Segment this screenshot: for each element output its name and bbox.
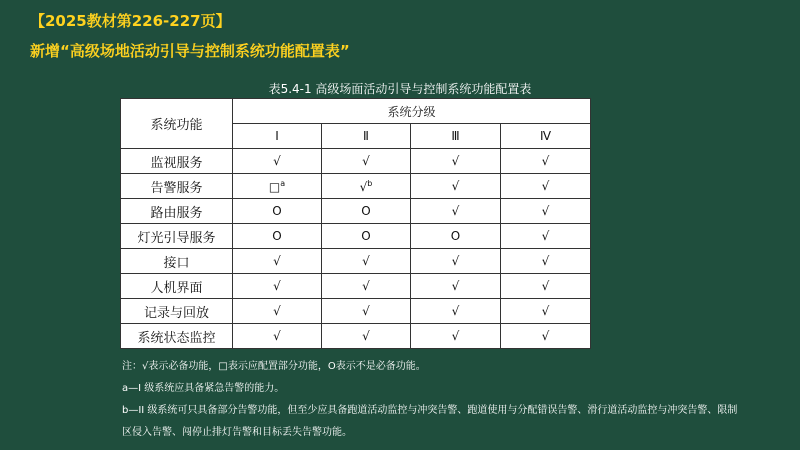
table-row [121, 324, 591, 349]
note-a: a—I 级系统应具备紧急告警的能力。 [122, 383, 285, 394]
level-cell [501, 249, 591, 274]
cell-mark: √ [541, 154, 550, 168]
cell-mark: □ [268, 179, 281, 194]
level-cell [233, 249, 322, 274]
cell-mark: √ [273, 329, 281, 343]
cell-mark: √ [541, 304, 550, 318]
function-name: 路由服务 [121, 199, 233, 224]
cell-footnote-mark: b [367, 178, 373, 188]
table-row [121, 249, 591, 274]
level-cell [322, 324, 411, 349]
level-cell [233, 224, 322, 249]
cell-mark: √ [273, 304, 281, 318]
cell-mark: O [361, 204, 371, 218]
level-cell [233, 299, 322, 324]
level-header-3: Ⅲ [411, 124, 501, 149]
level-cell [233, 149, 322, 174]
cell-mark: O [450, 229, 461, 243]
cell-mark: O [361, 229, 371, 243]
table-row [121, 299, 591, 324]
cell-mark: √ [362, 254, 370, 268]
cell-mark: √ [541, 254, 550, 268]
cell-mark: √ [451, 154, 460, 168]
level-cell [501, 174, 591, 199]
function-name: 告警服务 [121, 174, 233, 199]
function-name: 记录与回放 [121, 299, 233, 324]
function-name: 灯光引导服务 [121, 224, 233, 249]
level-cell [411, 324, 501, 349]
level-header-2: Ⅱ [322, 124, 411, 149]
cell-footnote-mark: a [280, 178, 286, 188]
level-cell [411, 249, 501, 274]
cell-mark: √ [541, 179, 550, 193]
level-header-1: Ⅰ [233, 124, 322, 149]
function-config-table [120, 98, 591, 349]
cell-mark: √ [451, 304, 460, 318]
level-cell [233, 174, 322, 199]
cell-mark: √ [541, 279, 550, 293]
level-cell [501, 299, 591, 324]
level-cell [411, 274, 501, 299]
table-row [121, 274, 591, 299]
level-cell [501, 224, 591, 249]
level-header-4: Ⅳ [501, 124, 591, 149]
cell-mark: √ [273, 254, 281, 268]
cell-mark: √ [451, 179, 460, 193]
level-cell [233, 324, 322, 349]
level-cell [322, 249, 411, 274]
cell-mark: O [272, 204, 282, 218]
cell-mark: O [272, 229, 282, 243]
cell-mark: √ [451, 329, 460, 343]
slide-title: 新增“高级场地活动引导与控制系统功能配置表” [30, 42, 350, 60]
table-row [121, 174, 591, 199]
cell-mark: √ [451, 279, 460, 293]
level-cell [501, 199, 591, 224]
level-cell [322, 224, 411, 249]
level-cell [322, 174, 411, 199]
function-name: 人机界面 [121, 274, 233, 299]
note-b: b—II 级系统可只具备部分告警功能，但至少应具备跑道活动监控与冲突告警、跑道使用与分配错误告警、滑行道活动监控与冲突告警、限制区侵入告警、闯停止排灯告警和目标丢失告警功能。 [122, 405, 738, 438]
cell-mark: √ [362, 279, 370, 293]
function-name: 系统状态监控 [121, 324, 233, 349]
cell-mark: √ [273, 154, 281, 168]
note-legend: 注：√表示必备功能，□表示应配置部分功能，O表示不是必备功能。 [122, 361, 426, 372]
reference-title: 【2025教材第226-227页】 [30, 12, 231, 30]
cell-mark: √ [451, 254, 460, 268]
cell-mark: √ [273, 279, 281, 293]
level-cell [411, 299, 501, 324]
level-cell [501, 324, 591, 349]
level-cell [322, 149, 411, 174]
function-name: 监视服务 [121, 149, 233, 174]
level-cell [411, 224, 501, 249]
level-cell [322, 299, 411, 324]
table-row [121, 224, 591, 249]
level-cell [322, 274, 411, 299]
cell-mark: √ [451, 204, 460, 218]
header-system-level: 系统分级 [233, 99, 591, 124]
cell-mark: √ [362, 329, 370, 343]
cell-mark: √ [541, 329, 550, 343]
level-cell [501, 149, 591, 174]
cell-mark: √ [541, 229, 550, 243]
header-system-function: 系统功能 [121, 99, 233, 149]
table-notes [122, 356, 742, 444]
table-caption: 表5.4-1 高级场面活动引导与控制系统功能配置表 [268, 82, 532, 96]
cell-mark: √ [359, 179, 368, 194]
level-cell [411, 149, 501, 174]
level-cell [322, 199, 411, 224]
cell-mark: √ [541, 204, 550, 218]
level-cell [233, 199, 322, 224]
level-cell [411, 174, 501, 199]
cell-mark: √ [362, 154, 370, 168]
level-cell [411, 199, 501, 224]
cell-mark: √ [362, 304, 370, 318]
level-cell [501, 274, 591, 299]
table-row [121, 149, 591, 174]
function-name: 接口 [121, 249, 233, 274]
table-row [121, 199, 591, 224]
level-cell [233, 274, 322, 299]
